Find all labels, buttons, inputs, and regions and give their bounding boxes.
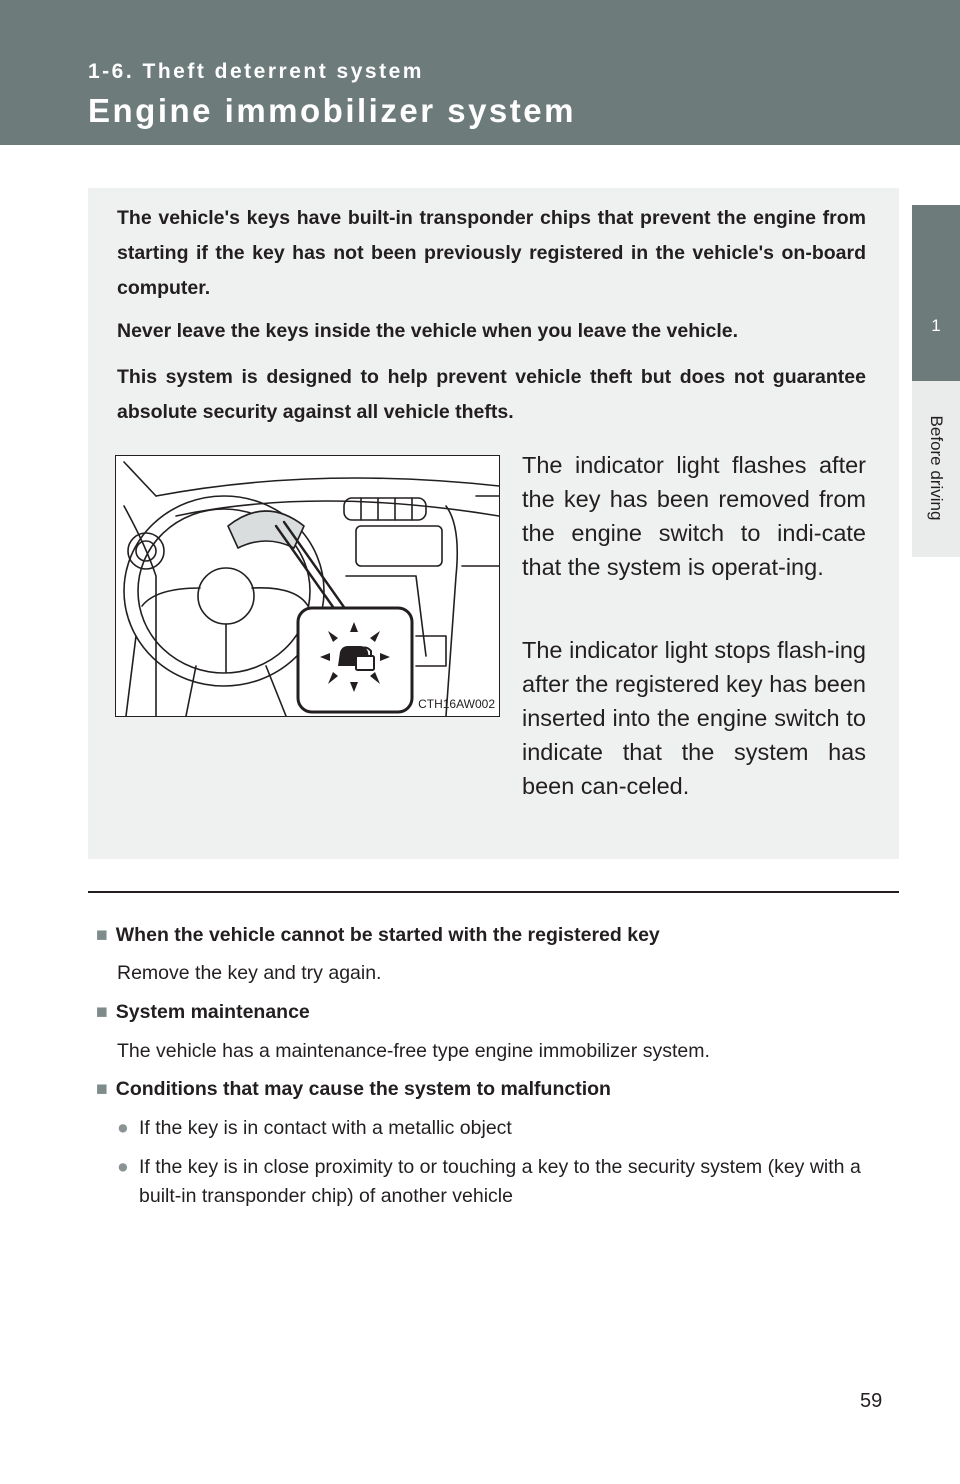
- dashboard-illustration: [115, 455, 500, 717]
- note-body: The vehicle has a maintenance-free type engine immobilizer system.: [117, 1040, 710, 1062]
- indicator-flashes-text: The indicator light flashes after the key has been removed from the engine switch to indi-cate that the system is operat-ing.: [522, 452, 866, 580]
- intro-paragraph: This system is designed to help prevent vehicle theft but does not guarantee absolute security against all vehicle thefts.: [117, 366, 866, 423]
- circle-bullet-icon: ●: [117, 1156, 129, 1178]
- circle-bullet-icon: ●: [117, 1117, 129, 1139]
- intro-paragraph: The vehicle's keys have built-in transponder chips that prevent the engine from starting if the key has not been previously registered in the vehicle's on-board computer.: [117, 207, 866, 299]
- divider: [88, 891, 899, 893]
- note-heading: ■ Conditions that may cause the system to malfunction: [96, 1078, 611, 1100]
- page-number: 59: [860, 1390, 883, 1412]
- square-bullet-icon: ■: [96, 924, 108, 946]
- chapter-number: 1: [931, 316, 941, 335]
- chapter-label: Before driving: [927, 415, 946, 521]
- intro-paragraph: Never leave the keys inside the vehicle when you leave the vehicle.: [117, 320, 739, 342]
- list-item: ● If the key is in contact with a metallic object: [117, 1114, 877, 1143]
- note-heading: ■ System maintenance: [96, 1001, 310, 1023]
- square-bullet-icon: ■: [96, 1078, 108, 1100]
- list-item: ● If the key is in close proximity to or touching a key to the security system (key with a built-in transponder chip) of another vehicle: [117, 1153, 887, 1211]
- note-heading: ■ When the vehicle cannot be started with the registered key: [96, 924, 660, 946]
- note-body: Remove the key and try again.: [117, 962, 382, 984]
- page-title: Engine immobilizer system: [88, 92, 576, 129]
- indicator-stops-text: The indicator light stops flash-ing after the registered key has been inserted into the engine switch to indicate that the system has been can-celed.: [522, 637, 866, 799]
- chapter-tab: [912, 205, 960, 381]
- figure-code: CTH16AW002: [418, 697, 495, 711]
- square-bullet-icon: ■: [96, 1001, 108, 1023]
- section-label: 1-6. Theft deterrent system: [88, 60, 424, 83]
